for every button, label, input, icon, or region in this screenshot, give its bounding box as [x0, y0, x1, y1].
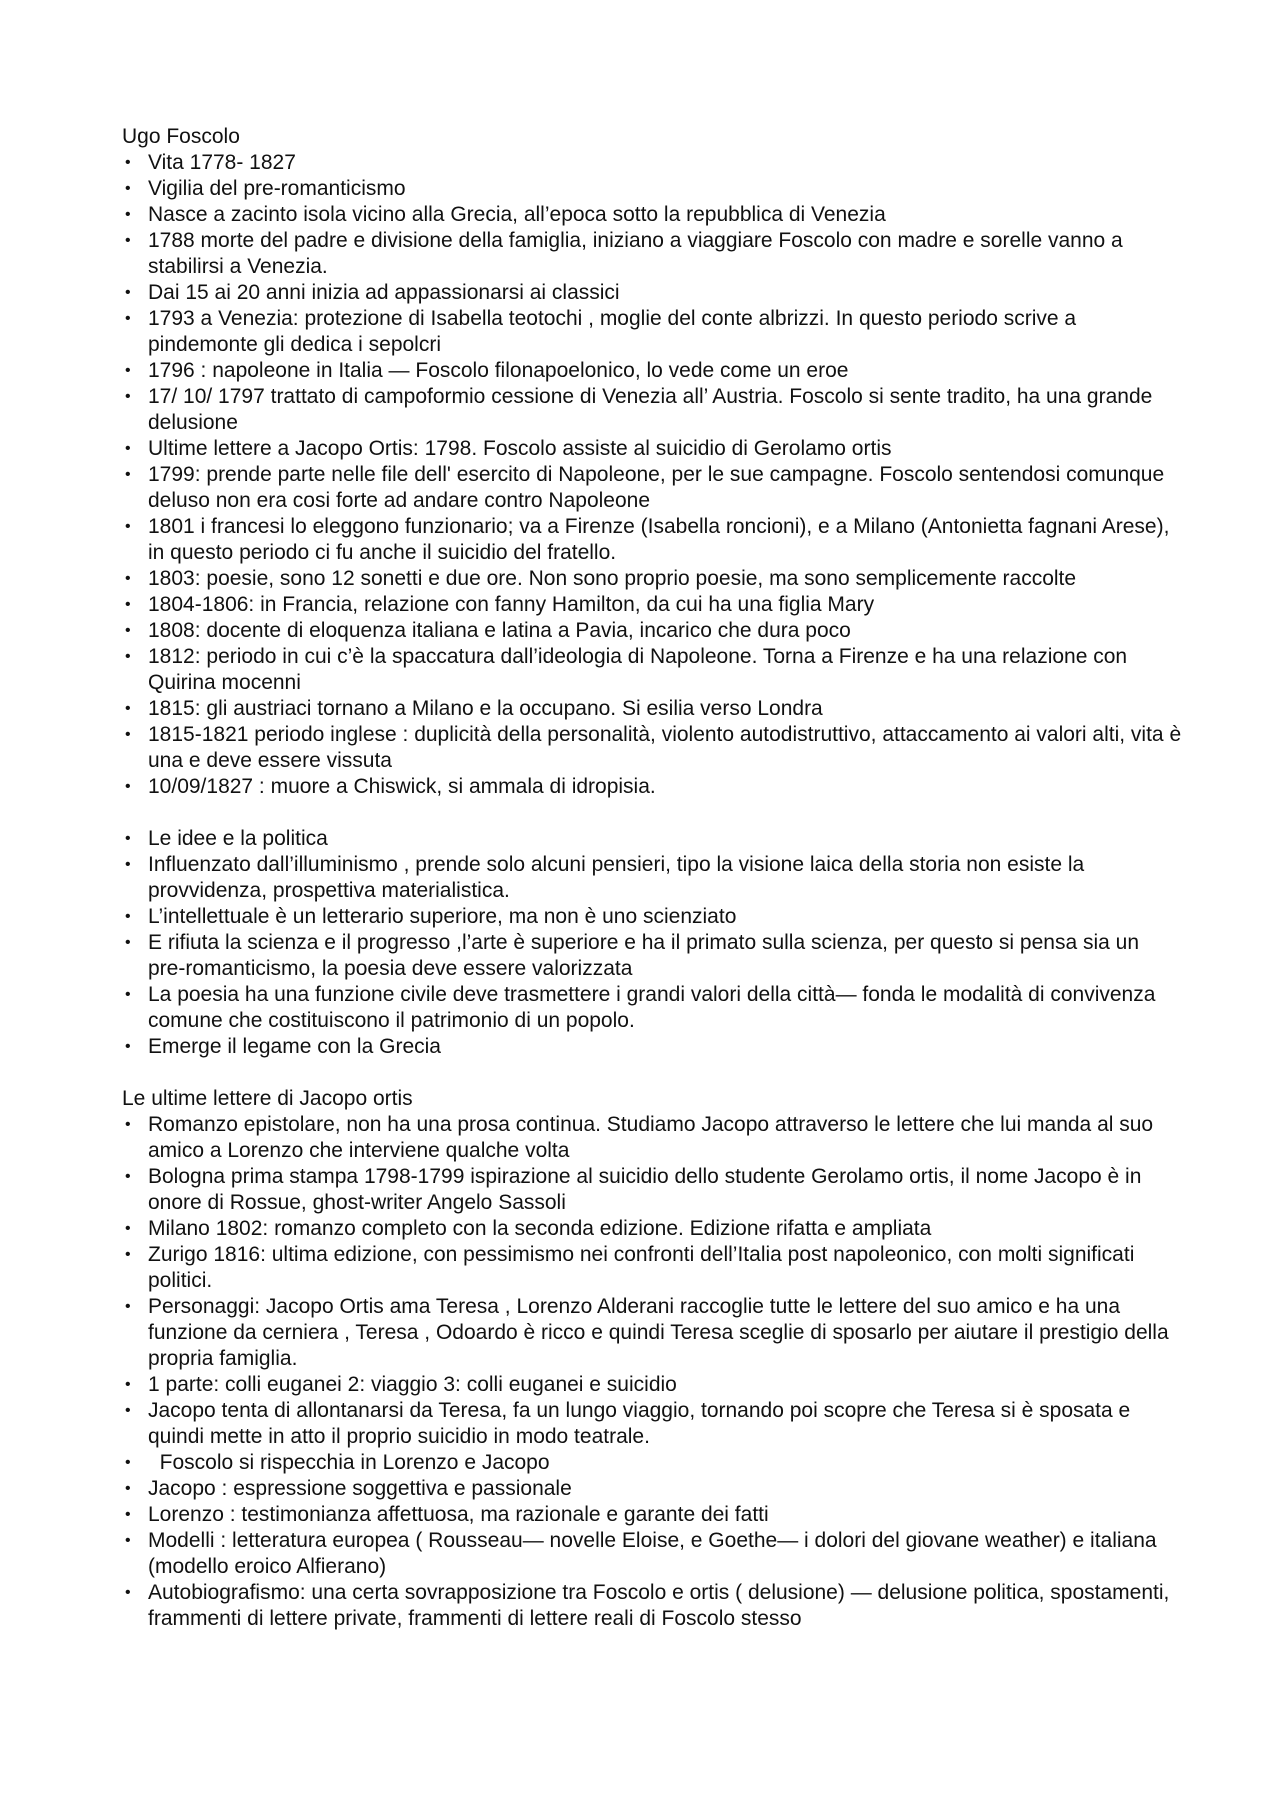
- section-foscolo-life: [122, 124, 1182, 800]
- list-item: • 17/ 10/ 1797 trattato di campoformio cessione di Venezia all’ Austria. Foscolo si sente tradito, ha una grande delusione: [125, 385, 1153, 434]
- bullet-icon: •: [125, 934, 131, 951]
- bullet-icon: •: [125, 856, 131, 873]
- list-item: • 1815: gli austriaci tornano a Milano e la occupano. Si esilia verso Londra: [125, 697, 823, 720]
- list-item: • L’intellettuale è un letterario superiore, ma non è uno scienziato: [125, 905, 737, 928]
- bullet-icon: •: [125, 518, 131, 535]
- section-ideas-politics: [122, 826, 1182, 1060]
- spacer: [122, 1060, 1182, 1086]
- bullet-list: [122, 826, 1182, 1060]
- bullet-icon: •: [125, 1506, 131, 1523]
- list-item: • 10/09/1827 : muore a Chiswick, si ammala di idropisia.: [125, 775, 656, 798]
- list-item: • Autobiografismo: una certa sovrapposizione tra Foscolo e ortis ( delusione) — delusione politica, spostamenti, frammenti di lettere private, frammenti di lettere reali di Foscolo stesso: [125, 1581, 1170, 1630]
- list-item: • Jacopo : espressione soggettiva e passionale: [125, 1477, 572, 1500]
- list-item: • 1804-1806: in Francia, relazione con fanny Hamilton, da cui ha una figlia Mary: [125, 593, 875, 616]
- list-item: • La poesia ha una funzione civile deve trasmettere i grandi valori della città— fonda le modalità di convivenza comune che costituiscono il patrimonio di un popolo.: [125, 983, 1156, 1032]
- list-item: • Lorenzo : testimonianza affettuosa, ma razionale e garante dei fatti: [125, 1503, 769, 1526]
- list-item: • 1812: periodo in cui c’è la spaccatura dall’ideologia di Napoleone. Torna a Firenze e ha una relazione con Quirina mocenni: [125, 645, 1128, 694]
- bullet-icon: •: [125, 440, 131, 457]
- section-title: Ugo Foscolo: [122, 125, 240, 148]
- bullet-icon: •: [125, 726, 131, 743]
- bullet-icon: •: [125, 596, 131, 613]
- bullet-icon: •: [125, 154, 131, 171]
- bullet-icon: •: [125, 986, 131, 1003]
- list-item: • 1796 : napoleone in Italia — Foscolo filonapoelonico, lo vede come un eroe: [125, 359, 849, 382]
- bullet-icon: •: [125, 206, 131, 223]
- list-item: • 1 parte: colli euganei 2: viaggio 3: colli euganei e suicidio: [125, 1373, 677, 1396]
- list-item: • 1793 a Venezia: protezione di Isabella teotochi , moglie del conte albrizzi. In questo periodo scrive a pindemonte gli dedica i sepolcri: [125, 307, 1077, 356]
- bullet-icon: •: [125, 1298, 131, 1315]
- bullet-list: [122, 1112, 1182, 1632]
- bullet-icon: •: [125, 1376, 131, 1393]
- bullet-icon: •: [125, 622, 131, 639]
- list-item: • 1799: prende parte nelle file dell' esercito di Napoleone, per le sue campagne. Foscolo sentendosi comunque deluso non era cosi forte ad andare contro Napoleone: [125, 463, 1165, 512]
- bullet-icon: •: [125, 778, 131, 795]
- bullet-icon: •: [125, 1038, 131, 1055]
- list-item: • 1801 i francesi lo eleggono funzionario; va a Firenze (Isabella roncioni), e a Milano (Antonietta fagnani Arese), in questo periodo ci fu anche il suicidio del fratello.: [125, 515, 1170, 564]
- bullet-icon: •: [125, 362, 131, 379]
- bullet-icon: •: [125, 466, 131, 483]
- bullet-icon: •: [125, 700, 131, 717]
- list-item: • Personaggi: Jacopo Ortis ama Teresa , Lorenzo Alderani raccoglie tutte le lettere del suo amico e ha una funzione da cerniera , Teresa , Odoardo è ricco e quindi Teresa sceglie di sposarlo per aiutare il prestigio della propria famiglia.: [125, 1295, 1169, 1370]
- list-item: • Emerge il legame con la Grecia: [125, 1035, 441, 1058]
- list-item: • Nasce a zacinto isola vicino alla Grecia, all’epoca sotto la repubblica di Venezia: [125, 203, 886, 226]
- bullet-icon: •: [125, 1532, 131, 1549]
- bullet-icon: •: [125, 1402, 131, 1419]
- bullet-icon: •: [125, 908, 131, 925]
- list-item: • 1808: docente di eloquenza italiana e latina a Pavia, incarico che dura poco: [125, 619, 851, 642]
- list-item: • E rifiuta la scienza e il progresso ,l’arte è superiore e ha il primato sulla scienza, per questo si pensa sia un pre-romanticismo, la poesia deve essere valorizzata: [125, 931, 1140, 980]
- bullet-icon: •: [125, 830, 131, 847]
- bullet-icon: •: [125, 648, 131, 665]
- list-item: • Influenzato dall’illuminismo , prende solo alcuni pensieri, tipo la visione laica della storia non esiste la provvidenza, prospettiva materialistica.: [125, 853, 1085, 902]
- spacer: [122, 800, 1182, 826]
- bullet-icon: •: [125, 570, 131, 587]
- bullet-icon: •: [125, 1480, 131, 1497]
- list-item: • Dai 15 ai 20 anni inizia ad appassionarsi ai classici: [125, 281, 620, 304]
- bullet-icon: •: [125, 388, 131, 405]
- bullet-icon: •: [125, 232, 131, 249]
- list-item: • Le idee e la politica: [125, 827, 328, 850]
- section-title: Le ultime lettere di Jacopo ortis: [122, 1087, 413, 1110]
- list-item: • Bologna prima stampa 1798-1799 ispirazione al suicidio dello studente Gerolamo ortis, il nome Jacopo è in onore di Rossue, ghost-writer Angelo Sassoli: [125, 1165, 1142, 1214]
- bullet-list: [122, 150, 1182, 800]
- list-item: • Vita 1778- 1827: [125, 151, 296, 174]
- list-item: • Zurigo 1816: ultima edizione, con pessimismo nei confronti dell’Italia post napoleonico, con molti significati politici.: [125, 1243, 1135, 1292]
- bullet-icon: •: [125, 1246, 131, 1263]
- bullet-icon: •: [125, 1584, 131, 1601]
- bullet-icon: •: [125, 1454, 131, 1471]
- bullet-icon: •: [125, 180, 131, 197]
- list-item: • 1815-1821 periodo inglese : duplicità della personalità, violento autodistruttivo, attaccamento ai valori alti, vita è una e deve essere vissuta: [125, 723, 1182, 772]
- bullet-icon: •: [125, 1116, 131, 1133]
- list-item: • Milano 1802: romanzo completo con la seconda edizione. Edizione rifatta e ampliata: [125, 1217, 932, 1240]
- notes-page: [122, 124, 1182, 1632]
- list-item: • Foscolo si rispecchia in Lorenzo e Jacopo: [125, 1451, 550, 1474]
- list-item: • 1803: poesie, sono 12 sonetti e due ore. Non sono proprio poesie, ma sono semplicemente raccolte: [125, 567, 1077, 590]
- list-item: • Ultime lettere a Jacopo Ortis: 1798. Foscolo assiste al suicidio di Gerolamo ortis: [125, 437, 892, 460]
- bullet-icon: •: [125, 1168, 131, 1185]
- list-item: • Jacopo tenta di allontanarsi da Teresa, fa un lungo viaggio, tornando poi scopre che Teresa si è sposata e quindi mette in atto il proprio suicidio in modo teatrale.: [125, 1399, 1131, 1448]
- list-item: • Modelli : letteratura europea ( Rousseau— novelle Eloise, e Goethe— i dolori del giovane weather) e italiana (modello eroico Alfierano): [125, 1529, 1157, 1578]
- list-item: • 1788 morte del padre e divisione della famiglia, iniziano a viaggiare Foscolo con madre e sorelle vanno a stabilirsi a Venezia.: [125, 229, 1123, 278]
- section-jacopo-ortis: [122, 1086, 1182, 1632]
- bullet-icon: •: [125, 1220, 131, 1237]
- list-item: • Romanzo epistolare, non ha una prosa continua. Studiamo Jacopo attraverso le lettere che lui manda al suo amico a Lorenzo che interviene qualche volta: [125, 1113, 1154, 1162]
- list-item: • Vigilia del pre-romanticismo: [125, 177, 406, 200]
- bullet-icon: •: [125, 310, 131, 327]
- bullet-icon: •: [125, 284, 131, 301]
